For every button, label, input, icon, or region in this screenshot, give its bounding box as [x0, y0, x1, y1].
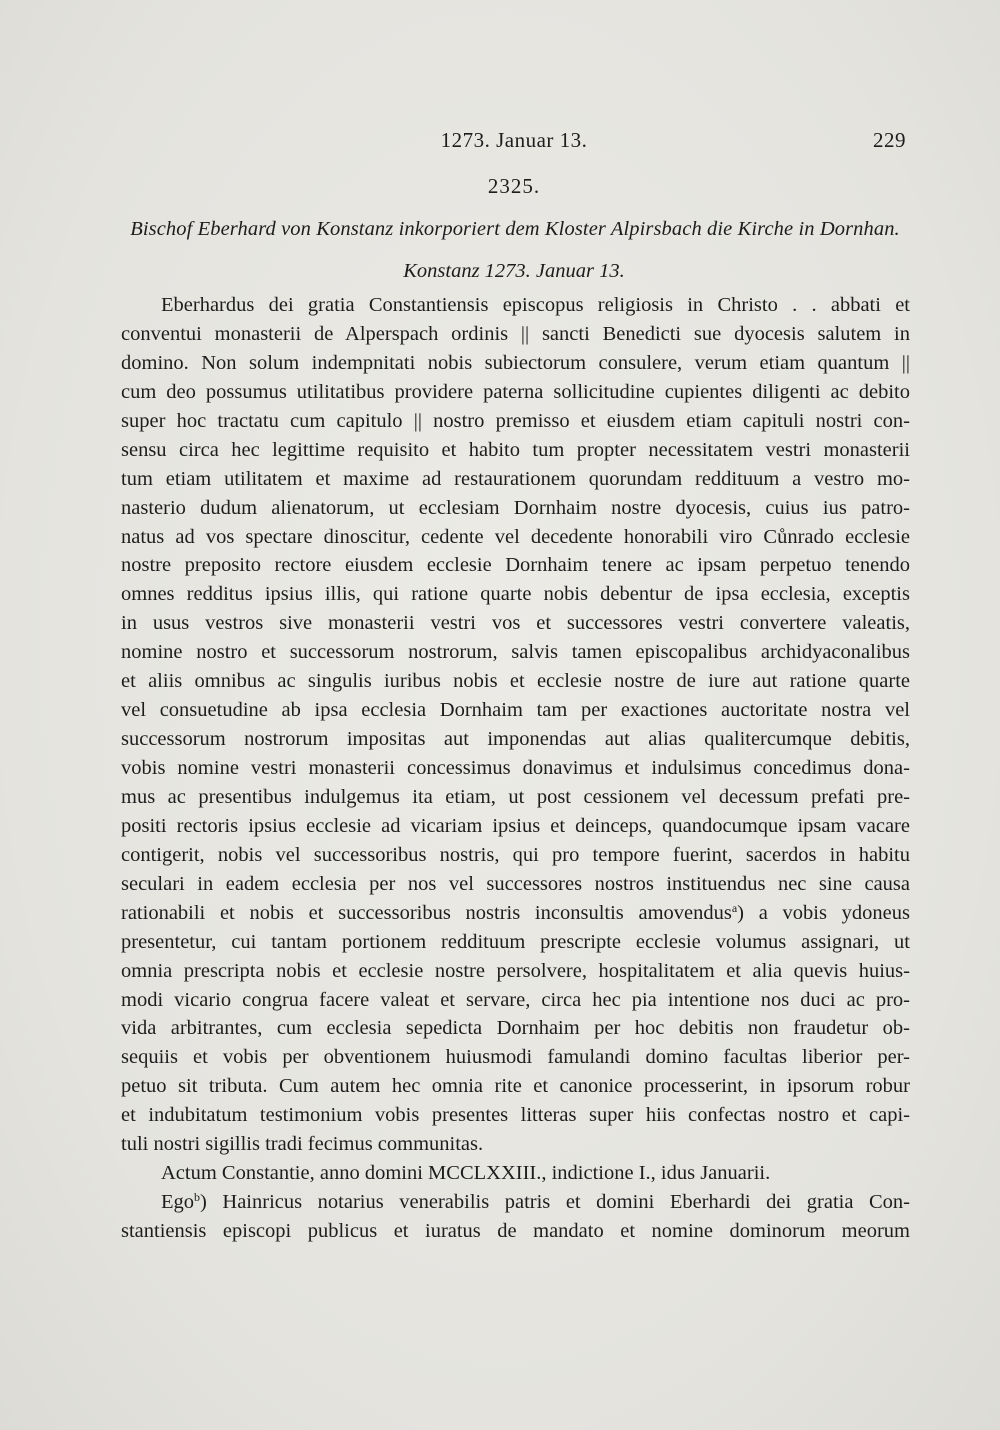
text-line: omnes redditus ipsius illis, qui ratione quarte nobis debentur de ipsa ecclesia, exceptis [121, 583, 910, 606]
text-line: seculari in eadem ecclesia per nos vel successores nostros instituendus nec sine causa [121, 872, 910, 895]
footnote-mark-a: a [731, 900, 738, 915]
line-text: Ego [161, 1191, 195, 1214]
place-and-date: Konstanz 1273. Januar 13. [403, 260, 625, 282]
text-line: cum deo possumus utilitatibus providere paterna sollicitudine cupientes diligenti ac debito [121, 380, 910, 403]
ego-line [121, 1188, 910, 1217]
text-line: conventui monasterii de Alperspach ordinis || sancti Benedicti sue dyocesis salutem in [121, 322, 910, 345]
text-line: vida arbitrantes, cum ecclesia sepedicta Dornhaim per hoc debitis non fraudetur ob- [121, 1017, 910, 1040]
footnote-mark-b: b [194, 1190, 201, 1205]
text-line: et indubitatum testimonium vobis presentes litteras super hiis confectas nostro et capi- [121, 1104, 910, 1127]
line-text: rationabili et nobis et successoribus nostris inconsultis amovendus [121, 901, 732, 924]
text-line: omnia prescripta nobis et ecclesie nostre persolvere, hospitalitatem et alia quevis huius- [121, 959, 910, 982]
text-line: successorum nostrorum impositas aut imponendas aut alias qualitercumque debitis, [121, 728, 910, 751]
line-text: ) a vobis ydoneus [737, 901, 910, 924]
text-line: nomine nostro et successorum nostrorum, salvis tamen episcopalibus archidyaconalibus [121, 641, 910, 664]
text-line: vel consuetudine ab ipsa ecclesia Dornhaim tam per exactiones auctoritate nostra vel [121, 699, 910, 722]
text-line: tum etiam utilitatem et maxime ad restaurationem quorundam reddituum a vestro mo- [121, 467, 910, 490]
text-line: nostre preposito rectore eiusdem ecclesie Dornhaim tenere ac ipsam perpetuo tenendo [121, 554, 910, 577]
text-line: petuo sit tributa. Cum autem hec omnia rite et canonice processerint, in ipsorum robur [121, 1075, 910, 1098]
text-line: domino. Non solum indempnitati nobis subiectorum consulere, verum etiam quantum || [121, 351, 910, 374]
text-line: vobis nomine vestri monasterii concessimus donavimus et indulsimus concedimus dona- [121, 757, 910, 779]
document-heading: Bischof Eberhard von Konstanz inkorporiert dem Kloster Alpirsbach die Kirche in Dornhan. [130, 218, 900, 240]
charter-text [121, 291, 910, 1246]
actum-line: Actum Constantie, anno domini MCCLXXIII., indictione I., idus Januarii. [161, 1162, 771, 1185]
running-head [120, 128, 908, 158]
document-number: 2325. [487, 174, 541, 198]
running-head-date: 1273. Januar 13. [440, 128, 588, 152]
text-line-with-footnote [121, 899, 910, 928]
text-line: et aliis omnibus ac singulis iuribus nobis et ecclesie nostre de iure aut ratione quarte [121, 670, 910, 693]
text-line: in usus vestros sive monasterii vestri vos et successores vestri convertere valeatis, [121, 612, 910, 635]
line-text: ) Hainricus notarius venerabilis patris et domini Eberhardi dei gratia Con- [200, 1191, 910, 1214]
text-line: sequiis et vobis per obventionem huiusmodi famulandi domino facultas liberior per- [121, 1046, 910, 1069]
text-line: presentetur, cui tantam portionem reddituum prescripte ecclesie volumus assignari, ut [121, 930, 910, 953]
text-line: contigerit, nobis vel successoribus nostris, qui pro tempore fuerint, sacerdos in habitu [121, 843, 910, 866]
text-line: modi vicario congrua facere valeat et servare, circa hec pia intentione nos duci ac pro- [121, 988, 910, 1011]
text-line: mus ac presentibus indulgemus ita etiam, ut post cessionem vel decessum prefati pre- [121, 785, 910, 808]
text-line: sensu circa hec legittime requisito et habito tum propter necessitatem vestri monasterii [121, 438, 910, 461]
text-line: tuli nostri sigillis tradi fecimus communitas. [121, 1133, 484, 1156]
text-line: positi rectoris ipsius ecclesie ad vicariam ipsius et deinceps, quandocumque ipsam vacare [121, 814, 910, 837]
text-line: natus ad vos spectare dinoscitur, cedente vel decedente honorabili viro Cůnrado ecclesie [121, 525, 910, 548]
page-number: 229 [873, 128, 906, 152]
text-line: stantiensis episcopi publicus et iuratus de mandato et nomine dominorum meorum [121, 1220, 910, 1242]
text-line: nasterio dudum alienatorum, ut ecclesiam Dornhaim nostre dyocesis, cuius ius patro- [121, 496, 910, 519]
text-line: super hoc tractatu cum capitulo || nostro premisso et eiusdem etiam capituli nostri con- [121, 409, 910, 432]
text-line: Eberhardus dei gratia Constantiensis episcopus religiosis in Christo . . abbati et [161, 294, 910, 316]
